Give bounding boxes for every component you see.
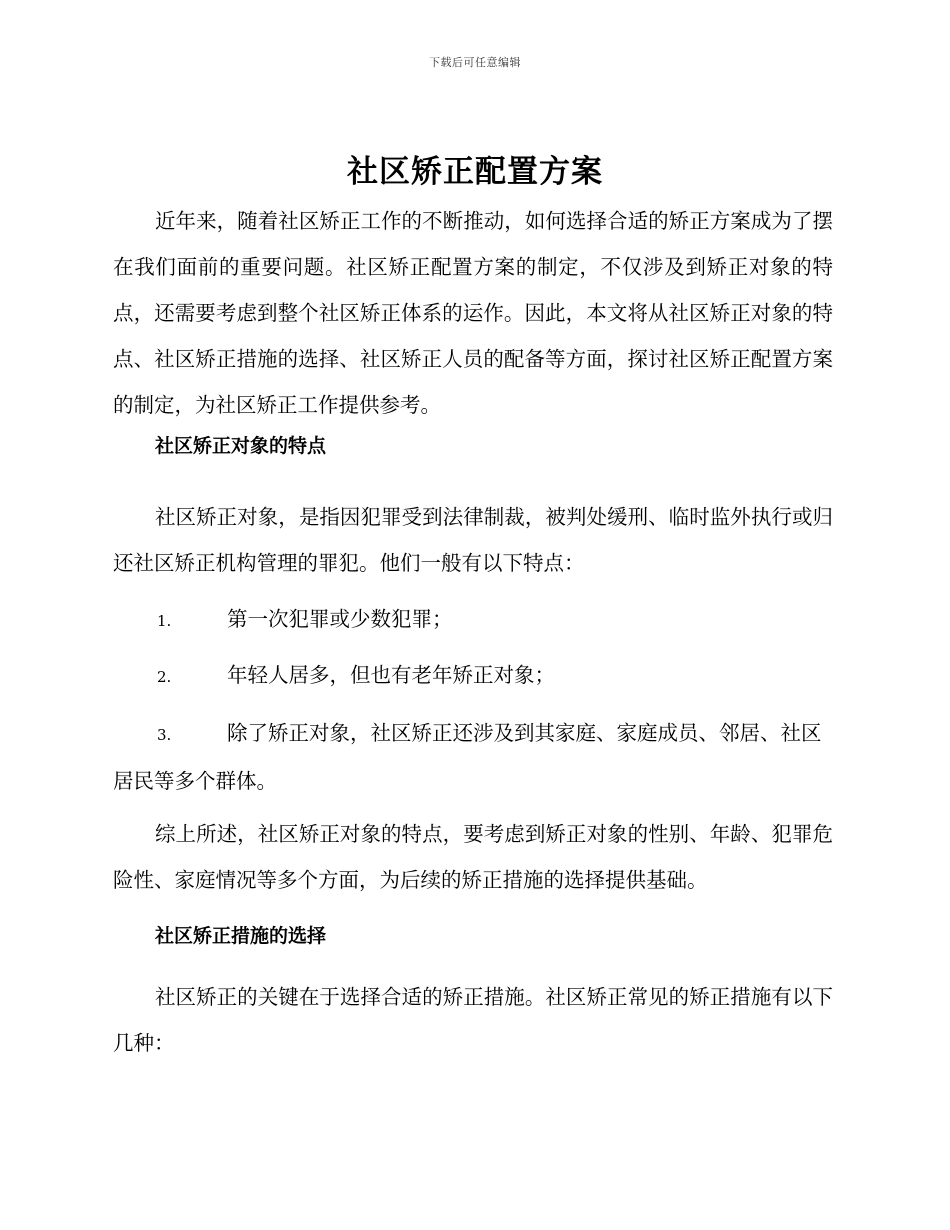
list-item <box>113 596 833 644</box>
list-item <box>113 710 833 804</box>
measures-paragraph: 社区矫正的关键在于选择合适的矫正措施。社区矫正常见的矫正措施有以下几种： <box>113 985 833 1055</box>
list-number: 2. <box>157 668 172 686</box>
intro-paragraph: 近年来，随着社区矫正工作的不断推动，如何选择合适的矫正方案成为了摆在我们面前的重要问题。社区矫正配置方案的制定，不仅涉及到矫正对象的特点，还需要考虑到整个社区矫正体系的运作。因此，本文将从社区矫正对象的特点、社区矫正措施的选择、社区矫正人员的配备等方面，探讨社区矫正配置方案的制定，为社区矫正工作提供参考。 <box>113 209 833 417</box>
list-text: 年轻人居多，但也有老年矫正对象； <box>227 663 555 687</box>
document-title: 社区矫正配置方案 <box>347 154 603 190</box>
header-note: 下载后可任意编辑 <box>429 56 521 69</box>
list-item <box>113 652 833 700</box>
section-heading-subjects: 社区矫正对象的特点 <box>155 435 327 457</box>
list-text: 第一次犯罪或少数犯罪； <box>227 607 453 631</box>
summary-paragraph: 综上所述，社区矫正对象的特点，要考虑到矫正对象的性别、年龄、犯罪危险性、家庭情况等多个方面，为后续的矫正措施的选择提供基础。 <box>113 822 833 892</box>
list-text: 除了矫正对象，社区矫正还涉及到其家庭、家庭成员、邻居、社区居民等多个群体。 <box>113 721 822 793</box>
section-heading-measures: 社区矫正措施的选择 <box>155 925 327 947</box>
subjects-paragraph: 社区矫正对象，是指因犯罪受到法律制裁，被判处缓刑、临时监外执行或归还社区矫正机构管理的罪犯。他们一般有以下特点： <box>113 505 833 575</box>
list-number: 1. <box>157 612 172 630</box>
list-number: 3. <box>157 726 172 744</box>
